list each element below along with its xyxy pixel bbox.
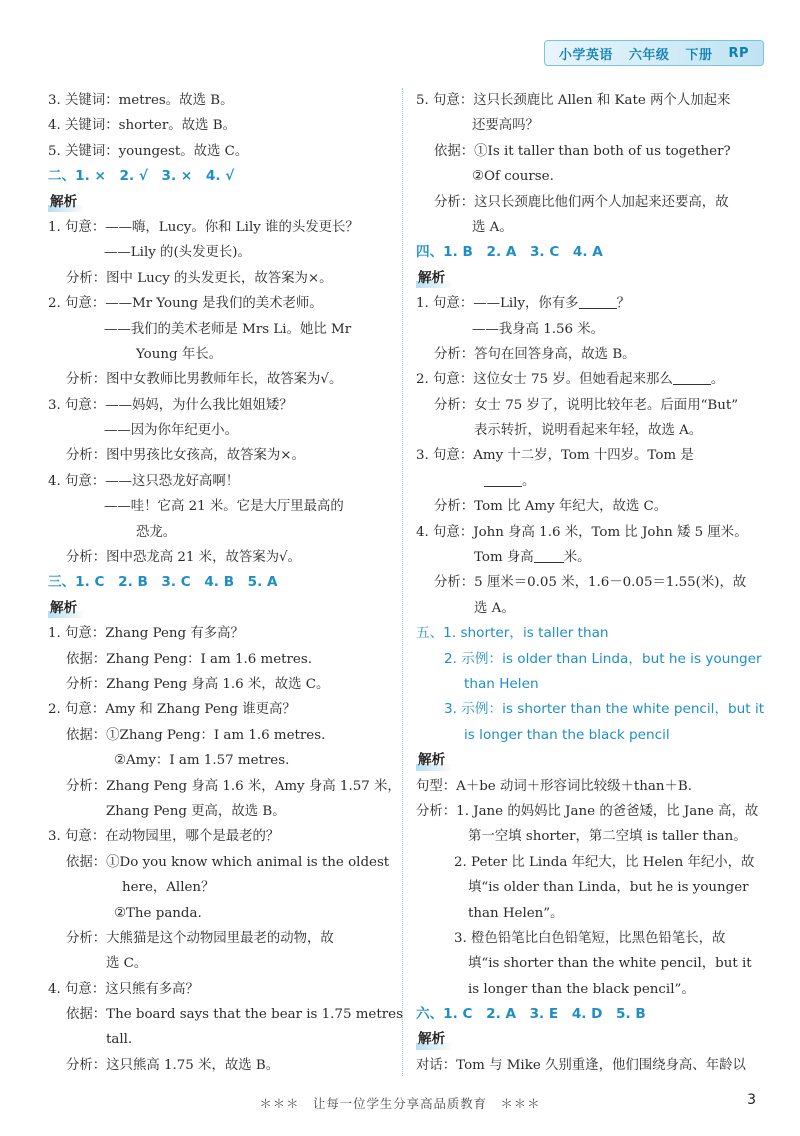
explanation-line: ——我身高 1.56 米。 — [472, 321, 605, 337]
section-four-answers: 四、1. B 2. A 3. C 4. A — [416, 244, 603, 261]
analysis-tag: 解析 — [48, 596, 79, 621]
explanation-line: 2. 句意：这位女士 75 岁。但她看起来那么 。 — [416, 372, 725, 388]
section-two-answers: 二、1. × 2. √ 3. × 4. √ — [48, 168, 235, 185]
explanation-line: 分析：这只长颈鹿比他们两个人加起来还要高，故 — [434, 194, 729, 210]
explanation-line: 4. 句意：John 身高 1.6 米，Tom 比 John 矮 5 厘米。 — [416, 524, 748, 540]
explanation-line: 4. 句意：——这只恐龙好高啊！ — [48, 473, 240, 489]
explanation-line: 对话：Tom 与 Mike 久别重逢，他们围绕身高、年龄以 — [416, 1057, 746, 1073]
explanation-line: Zhang Peng 更高，故选 B。 — [106, 803, 286, 819]
grade-label: 六年级 — [628, 47, 670, 63]
explanation-line: ——哇！它高 21 米。它是大厅里最高的 — [104, 499, 344, 515]
explanation-line: 。 — [416, 469, 762, 494]
explanation-line: ②The panda. — [114, 905, 202, 921]
section-six-answers: 六、1. C 2. A 3. E 4. D 5. B — [416, 1006, 646, 1023]
explanation-line: 3. 句意：Amy 十二岁，Tom 十四岁。Tom 是 — [416, 448, 694, 464]
explanation-line: 选 C。 — [106, 956, 148, 972]
explanation-line: 填“is older than Linda，but he is younger — [468, 880, 749, 896]
explanation-line: 分析：图中女教师比男教师年长，故答案为√。 — [66, 372, 343, 388]
explanation-line: 分析：图中恐龙高 21 米，故答案为√。 — [66, 550, 301, 566]
explanation-line: 分析：大熊猫是这个动物园里最老的动物，故 — [66, 930, 334, 946]
column-divider — [402, 88, 403, 1076]
explanation-line: is longer than the black pencil”。 — [468, 981, 695, 997]
explanation-line: than Helen”。 — [468, 905, 564, 921]
explanation-line: Young 年长。 — [136, 346, 222, 362]
explanation-line: Tom 身高 米。 — [474, 550, 591, 566]
section-five-answer: is longer than the black pencil — [464, 726, 670, 743]
right-column — [416, 88, 765, 1078]
explanation-line: 分析：答句在回答身高，故选 B。 — [434, 346, 636, 362]
left-column — [48, 88, 403, 1078]
fill-blank — [534, 548, 564, 563]
explanation-line: 依据：①Is it taller than both of us together? — [434, 143, 731, 159]
explanation-line: 依据：①Zhang Peng：I am 1.6 metres. — [66, 727, 326, 743]
explanation-line: 句型：A＋be 动词＋形容词比较级＋than＋B. — [416, 778, 692, 794]
explanation-line: 5. 句意：这只长颈鹿比 Allen 和 Kate 两个人加起来 — [416, 93, 731, 108]
explanation-line: 1. 句意：——嗨，Lucy。你和 Lily 谁的头发更长？ — [48, 219, 359, 235]
explanation-line: 分析：5 厘米＝0.05 米，1.6－0.05＝1.55(米)，故 — [434, 575, 747, 591]
explanation-line: 依据：Zhang Peng：I am 1.6 metres. — [66, 651, 312, 667]
explanation-line: 1. 句意：——Lily，你有多 ？ — [416, 296, 630, 312]
edition-label: RP — [728, 45, 749, 61]
section-five-answer: 五、1. shorter，is taller than — [416, 625, 609, 642]
explanation-line: tall. — [106, 1032, 133, 1048]
explanation-line: 4. 句意：这只熊有多高？ — [48, 981, 199, 997]
explanation-line: ②Amy：I am 1.57 metres. — [114, 753, 290, 769]
section-three-answers: 三、1. C 2. B 3. C 4. B 5. A — [48, 574, 278, 591]
explanation-line: 3. 句意：在动物园里，哪个是最老的？ — [48, 829, 280, 845]
explanation-line: ——因为你年纪更小。 — [104, 423, 238, 439]
explanation-line: 第一空填 shorter，第二空填 is taller than。 — [468, 829, 747, 845]
analysis-tag: 解析 — [48, 190, 79, 215]
explanation-line: 选 A。 — [474, 600, 515, 616]
explanation-line: 选 A。 — [472, 219, 513, 235]
explanation-line: 分析：图中男孩比女孩高，故答案为×。 — [66, 448, 305, 464]
explanation-line: ——我们的美术老师是 Mrs Li。她比 Mr — [104, 321, 352, 337]
explanation-line: 表示转折，说明看起来年轻，故选 A。 — [474, 423, 703, 439]
section-five-answer: 3. 示例：is shorter than the white pencil，but it — [444, 701, 765, 718]
explanation-line: 2. 句意：——Mr Young 是我们的美术老师。 — [48, 296, 323, 312]
explanation-line: 分析：图中 Lucy 的头发更长，故答案为×。 — [66, 270, 333, 286]
explanation-line: 1. 句意：Zhang Peng 有多高？ — [48, 626, 244, 642]
book-info-badge — [544, 40, 764, 66]
explanation-line: 分析：1. Jane 的妈妈比 Jane 的爸爸矮，比 Jane 高，故 — [416, 803, 759, 819]
analysis-tag: 解析 — [416, 1027, 447, 1052]
answer-line: 3. 关键词：metres。故选 B。 — [48, 93, 234, 108]
fill-blank — [579, 294, 617, 309]
explanation-line: ——Lily 的(头发更长)。 — [104, 245, 251, 261]
explanation-line: ②Of course. — [472, 169, 554, 185]
explanation-line: 填“is shorter than the white pencil，but it — [468, 956, 752, 972]
explanation-line: 分析：Tom 比 Amy 年纪大，故选 C。 — [434, 499, 668, 515]
explanation-line: 依据：①Do you know which animal is the oldest — [66, 854, 390, 870]
explanation-line: 分析：女士 75 岁了，说明比较年老。后面用“But” — [434, 397, 739, 413]
section-five-answer: than Helen — [464, 675, 539, 692]
explanation-line: 还要高吗？ — [472, 118, 539, 134]
subject-label: 小学英语 — [558, 47, 613, 63]
volume-label: 下册 — [685, 47, 713, 63]
fill-blank — [484, 472, 522, 487]
analysis-tag: 解析 — [416, 748, 447, 773]
explanation-line: 恐龙。 — [136, 524, 177, 540]
page-number: 3 — [747, 1092, 756, 1108]
explanation-line: here，Allen？ — [122, 880, 215, 896]
explanation-line: 2. Peter 比 Linda 年纪大，比 Helen 年纪小，故 — [454, 854, 755, 870]
explanation-line: 依据：The board says that the bear is 1.75 metres — [66, 1007, 403, 1023]
answer-line: 4. 关键词：shorter。故选 B。 — [48, 118, 236, 134]
explanation-line: 分析：Zhang Peng 身高 1.6 米，故选 C。 — [66, 676, 330, 692]
footer-slogan: ＊＊＊ 让每一位学生分享高品质教育 ＊＊＊ — [259, 1096, 541, 1111]
explanation-line: 3. 橙色铅笔比白色铅笔短，比黑色铅笔长，故 — [454, 930, 726, 946]
explanation-line: 分析：Zhang Peng 身高 1.6 米，Amy 身高 1.57 米， — [66, 778, 401, 794]
explanation-line: 3. 句意：——妈妈，为什么我比姐姐矮？ — [48, 397, 293, 413]
explanation-line: 2. 句意：Amy 和 Zhang Peng 谁更高？ — [48, 702, 296, 718]
section-five-answer: 2. 示例：is older than Linda，but he is younger — [444, 650, 762, 667]
explanation-line: 分析：这只熊高 1.75 米，故选 B。 — [66, 1057, 280, 1073]
fill-blank — [673, 370, 711, 385]
answer-line: 5. 关键词：youngest。故选 C。 — [48, 143, 249, 159]
analysis-tag: 解析 — [416, 266, 447, 291]
